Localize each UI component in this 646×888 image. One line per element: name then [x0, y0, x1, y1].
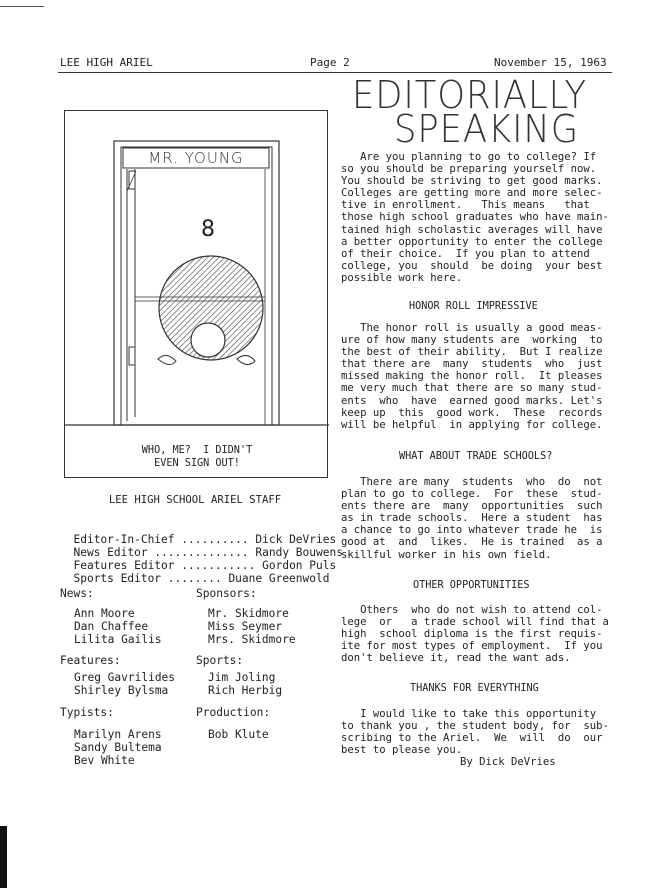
left-foot-icon [158, 355, 176, 364]
text-line: Are you planning to go to college? If [341, 151, 597, 163]
sponsor-member: Mr. Skidmore [208, 607, 289, 620]
text-line: You should be striving to get good marks. [341, 175, 603, 188]
dot-leader: .......... [181, 533, 249, 546]
section-heading-honor-roll: HONOR ROLL IMPRESSIVE [409, 301, 538, 312]
production-label: Production: [196, 706, 271, 719]
cartoon-caption-line1: WHO, ME? I DIDN'T [141, 445, 253, 456]
staff-editor-name: Randy Bouwens [255, 546, 343, 559]
text-line: There are many students who do not [341, 476, 603, 488]
text-line: Colleges are getting more and more selec- [341, 187, 603, 200]
text-line: will be helpful in applying for college. [341, 418, 603, 431]
dot-leader: ........... [181, 559, 256, 572]
text-line: keep up this good work. These records [341, 406, 603, 419]
typists-label: Typists: [60, 706, 114, 719]
text-line: a better opportunity to enter the college [341, 235, 603, 248]
text-line: missed making the honor roll. It pleases [341, 370, 603, 383]
staff-editor-row [60, 559, 329, 585]
section-body-other-opportunities [341, 604, 609, 664]
section-body-honor-roll [341, 322, 603, 431]
text-line: skillful worker in his own field. [341, 548, 552, 561]
section-body-trade-schools [341, 476, 603, 561]
right-foot-icon [237, 355, 255, 364]
text-line: I would like to take this opportunity [341, 708, 597, 720]
text-line: The honor roll is usually a good meas- [341, 322, 603, 334]
eight-ball-number: 8 [201, 217, 215, 242]
text-line: possible work here. [341, 271, 463, 284]
text-line: good at and likes. He is trained as a [341, 536, 603, 549]
text-line: me very much that there are so many stud- [341, 382, 603, 395]
cartoon-caption-line2: EVEN SIGN OUT! [154, 458, 240, 469]
text-line: as in trade schools. Here a student has [341, 512, 603, 525]
news-member: Lilita Gailis [74, 633, 162, 646]
text-line: Others who do not wish to attend col- [341, 604, 603, 616]
features-member: Shirley Bylsma [74, 684, 169, 697]
typists-member: Marilyn Arens [74, 728, 162, 741]
door-hinge-bottom-icon [129, 347, 135, 365]
typists-member: Sandy Bultema [74, 741, 162, 754]
text-line: ents who have earned good marks. Let's [341, 394, 603, 407]
features-label: Features: [60, 654, 121, 667]
sponsors-label: Sponsors: [196, 587, 257, 600]
editorial-title-line1: EDITORIALLY [352, 73, 588, 117]
sponsor-member: Mrs. Skidmore [208, 633, 296, 646]
text-line: ite for most types of employment. If you [341, 640, 603, 653]
cartoon-frame [64, 110, 328, 478]
text-line: the best of their ability. But I realize [341, 346, 603, 359]
publication-name: LEE HIGH ARIEL [60, 56, 153, 69]
sponsor-member: Miss Seymer [208, 620, 283, 633]
staff-editor-role: Features Editor [73, 559, 175, 572]
sports-label: Sports: [196, 654, 244, 667]
text-line: those high school graduates who have main- [341, 211, 609, 224]
staff-editor-name: Dick DeVries [255, 533, 337, 546]
staff-editor-role: Editor-In-Chief [73, 533, 175, 546]
sports-member: Jim Joling [208, 671, 276, 684]
scan-mark-left-edge [0, 826, 7, 888]
text-line: so you should be preparing yourself now. [341, 163, 597, 176]
section-body-thanks [341, 708, 609, 756]
text-line: ents there are many opportunities such [341, 500, 603, 513]
dot-leader: .............. [154, 546, 249, 559]
typists-member: Bev White [74, 754, 135, 767]
door-sign-text: MR. YOUNG [148, 149, 244, 167]
text-line: best to please you. [341, 744, 463, 757]
text-line: a chance to go into whatever trade he is [341, 524, 603, 537]
section-heading-other-opportunities: OTHER OPPORTUNITIES [413, 580, 530, 591]
text-line: high school diploma is the first requis- [341, 628, 603, 641]
byline: By Dick DeVries [460, 756, 556, 768]
sports-member: Rich Herbig [208, 684, 283, 697]
text-line: that there are many students who just [341, 358, 603, 371]
staff-editor-name: Gordon Puls [262, 559, 337, 572]
news-member: Ann Moore [74, 607, 135, 620]
staff-heading: LEE HIGH SCHOOL ARIEL STAFF [108, 494, 282, 506]
text-line: tive in enrollment. This means that [341, 199, 590, 212]
scan-mark-top-left [0, 6, 44, 7]
features-member: Greg Gavrilides [74, 671, 176, 684]
issue-date: November 15, 1963 [494, 56, 607, 69]
section-heading-thanks: THANKS FOR EVERYTHING [410, 683, 539, 694]
text-line: don't believe it, read the want ads. [341, 652, 571, 665]
eight-ball-number-circle [191, 323, 225, 357]
text-line: college, you should be doing your best [341, 259, 603, 272]
staff-editor-name: Duane Greenwold [228, 572, 330, 585]
dot-leader: ........ [167, 572, 222, 585]
news-label: News: [60, 587, 94, 600]
editorial-intro [341, 151, 609, 284]
production-member: Bob Klute [208, 728, 269, 741]
staff-editor-role: News Editor [73, 546, 148, 559]
text-line: to thank you , the student body, for sub- [341, 720, 609, 733]
text-line: ure of how many students are working to [341, 334, 603, 347]
text-line: tained high scholastic averages will have [341, 223, 603, 236]
text-line: scribing to the Ariel. We will do our [341, 732, 603, 745]
text-line: plan to go to college. For these stud- [341, 488, 603, 501]
staff-editor-role: Sports Editor [73, 572, 162, 585]
editorial-title-line2: SPEAKING [394, 107, 580, 151]
section-heading-trade-schools: WHAT ABOUT TRADE SCHOOLS? [399, 451, 553, 462]
text-line: of their choice. If you plan to attend [341, 247, 590, 260]
text-line: lege or a trade school will find that a [341, 616, 609, 629]
news-member: Dan Chaffee [74, 620, 149, 633]
page-number: Page 2 [310, 56, 350, 69]
